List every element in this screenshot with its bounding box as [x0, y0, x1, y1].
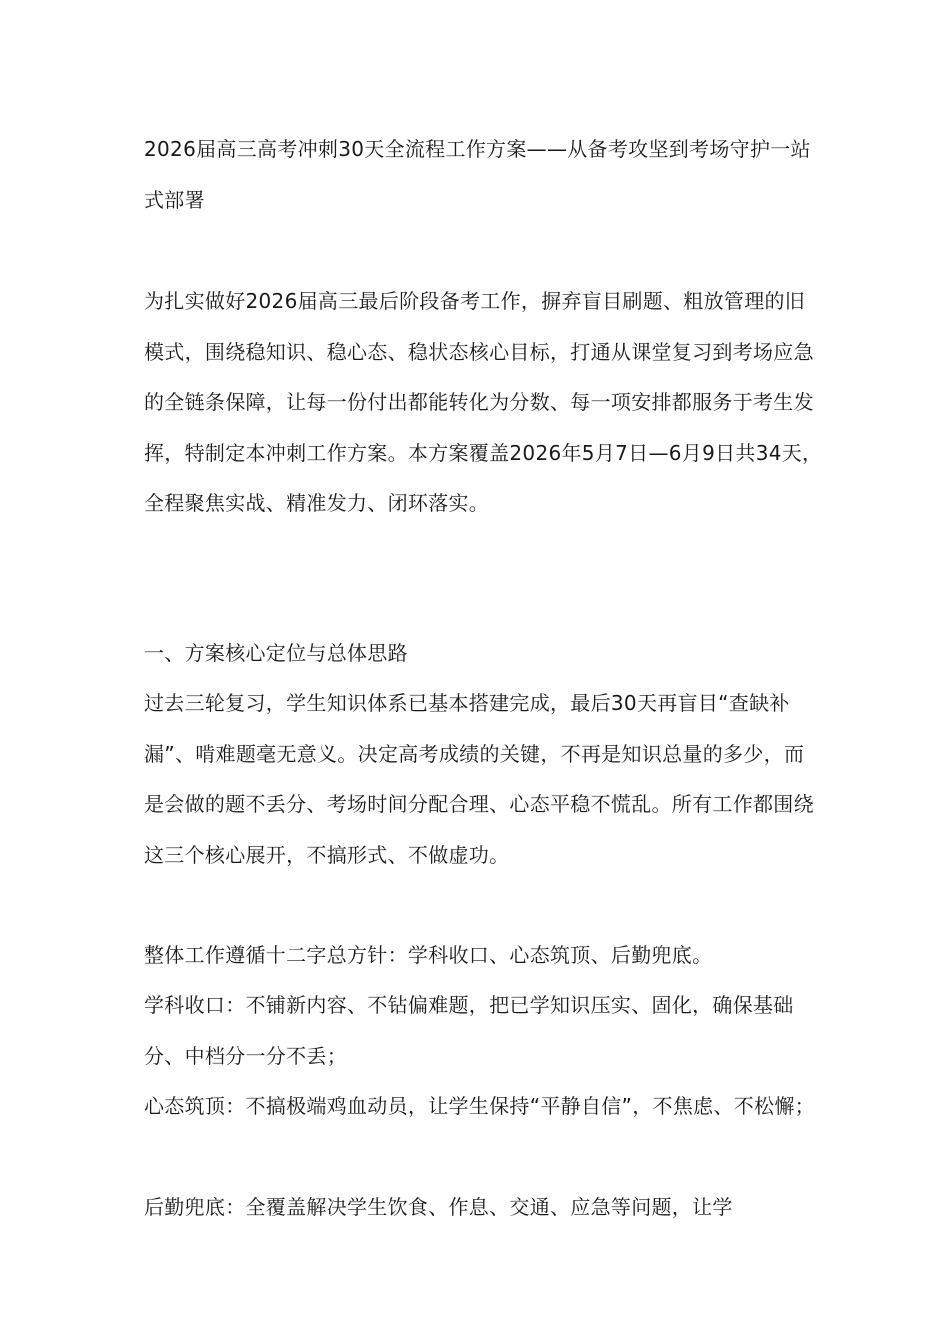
intro-paragraph: 为扎实做好2026届高三最后阶段备考工作，摒弃盲目刷题、粗放管理的旧模式，围绕稳知识、稳心态、稳状态核心目标，打通从课堂复习到考场应急的全链条保障，让每一份付出都能转化为分数、每一项安排都服务于考生发挥，特制定本冲刺工作方案。本方案覆盖2026年5月7日—6月9日共34天，全程聚焦实战、精准发力、闭环落实。: [144, 289, 823, 515]
principle-item: 心态筑顶：不搞极端鸡血动员，让学生保持“平静自信”，不焦虑、不松懈；: [144, 1094, 815, 1118]
section-heading: 一、方案核心定位与总体思路: [144, 641, 408, 665]
document-title: 2026届高三高考冲刺30天全流程工作方案——从备考攻坚到考场守护一站式部署: [144, 137, 811, 212]
section-paragraph: 过去三轮复习，学生知识体系已基本搭建完成，最后30天再盲目“查缺补漏”、啃难题毫无意义。决定高考成绩的关键，不再是知识总量的多少，而是会做的题不丢分、考场时间分配合理、心态平稳不慌乱。所有工作都围绕这三个核心展开，不搞形式、不做虚功。: [144, 691, 814, 867]
principle-item: 后勤兜底：全覆盖解决学生饮食、作息、交通、应急等问题，让学: [144, 1195, 733, 1219]
principle-item: 学科收口：不铺新内容、不钻偏难题，把已学知识压实、固化，确保基础分、中档分一分不丢；: [144, 993, 794, 1068]
principle-summary: 整体工作遵循十二字总方针：学科收口、心态筑顶、后勤兜底。: [144, 943, 713, 967]
